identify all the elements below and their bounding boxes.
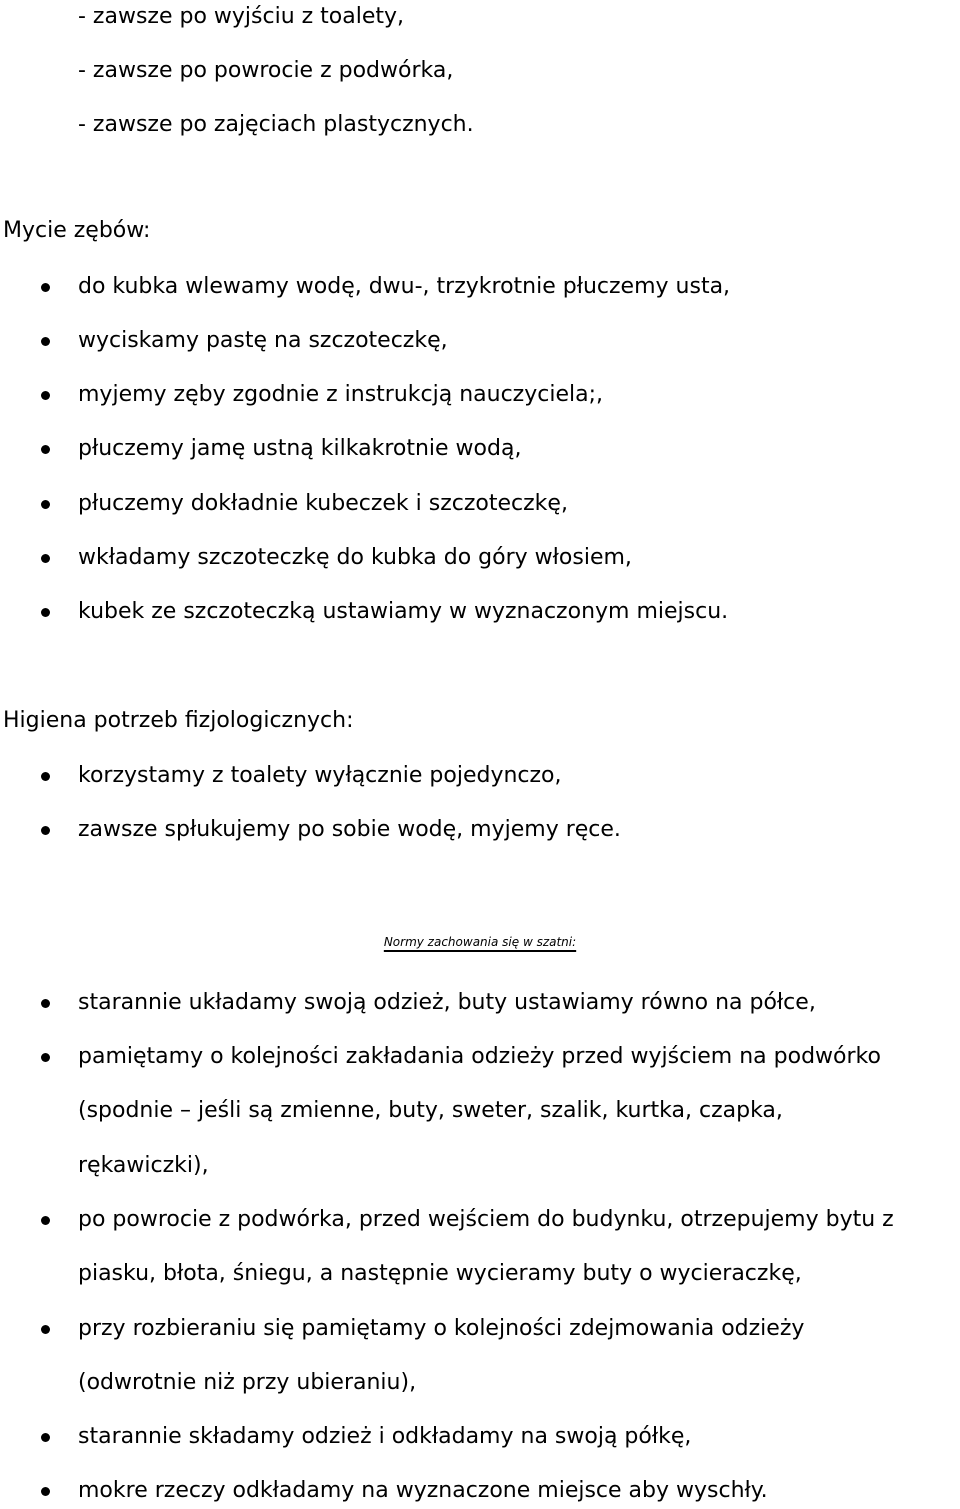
list-item-continuation: piasku, błota, śniegu, a następnie wycieramy buty o wycieraczkę, [78,1261,802,1286]
list-item: myjemy zęby zgodnie z instrukcją nauczyciela;, [78,382,603,407]
bullet-icon [41,999,50,1008]
bullet-icon [41,826,50,835]
bullet-icon [41,1325,50,1334]
list-item: pamiętamy o kolejności zakładania odzieży przed wyjściem na podwórko [78,1044,881,1069]
bullet-icon [41,554,50,563]
list-item: korzystamy z toalety wyłącznie pojedynczo, [78,763,562,788]
bullet-icon [41,608,50,617]
list-item: mokre rzeczy odkładamy na wyznaczone miejsce aby wyschły. [78,1478,768,1503]
bullet-icon [41,391,50,400]
bullet-icon [41,445,50,454]
list-item: - zawsze po zajęciach plastycznych. [78,112,474,137]
bullet-icon [41,337,50,346]
list-item: wyciskamy pastę na szczoteczkę, [78,328,448,353]
bullet-icon [41,1433,50,1442]
section-heading-hygiene: Higiena potrzeb fizjologicznych: [3,708,354,733]
list-item-continuation: (odwrotnie niż przy ubieraniu), [78,1370,417,1395]
bullet-icon [41,500,50,509]
bullet-icon [41,1053,50,1062]
list-item: - zawsze po wyjściu z toalety, [78,4,405,29]
bullet-icon [41,283,50,292]
list-item-continuation: (spodnie – jeśli są zmienne, buty, sweter, szalik, kurtka, czapka, [78,1098,783,1123]
bullet-icon [41,1487,50,1496]
list-item: zawsze spłukujemy po sobie wodę, myjemy ręce. [78,817,621,842]
list-item: - zawsze po powrocie z podwórka, [78,58,454,83]
list-item: starannie układamy swoją odzież, buty ustawiamy równo na półce, [78,990,816,1015]
list-item: kubek ze szczoteczką ustawiamy w wyznaczonym miejscu. [78,599,729,624]
bullet-icon [41,772,50,781]
list-item: przy rozbieraniu się pamiętamy o kolejności zdejmowania odzieży [78,1316,805,1341]
list-item: płuczemy dokładnie kubeczek i szczoteczkę, [78,491,568,516]
list-item: płuczemy jamę ustną kilkakrotnie wodą, [78,436,522,461]
section-heading-cloakroom: Normy zachowania się w szatni: [383,935,577,949]
section-heading-teeth: Mycie zębów: [3,218,151,243]
list-item-continuation: rękawiczki), [78,1153,209,1178]
list-item: wkładamy szczoteczkę do kubka do góry włosiem, [78,545,632,570]
list-item: do kubka wlewamy wodę, dwu-, trzykrotnie płuczemy usta, [78,274,731,299]
list-item: starannie składamy odzież i odkładamy na swoją półkę, [78,1424,692,1449]
bullet-icon [41,1216,50,1225]
list-item: po powrocie z podwórka, przed wejściem do budynku, otrzepujemy bytu z [78,1207,894,1232]
